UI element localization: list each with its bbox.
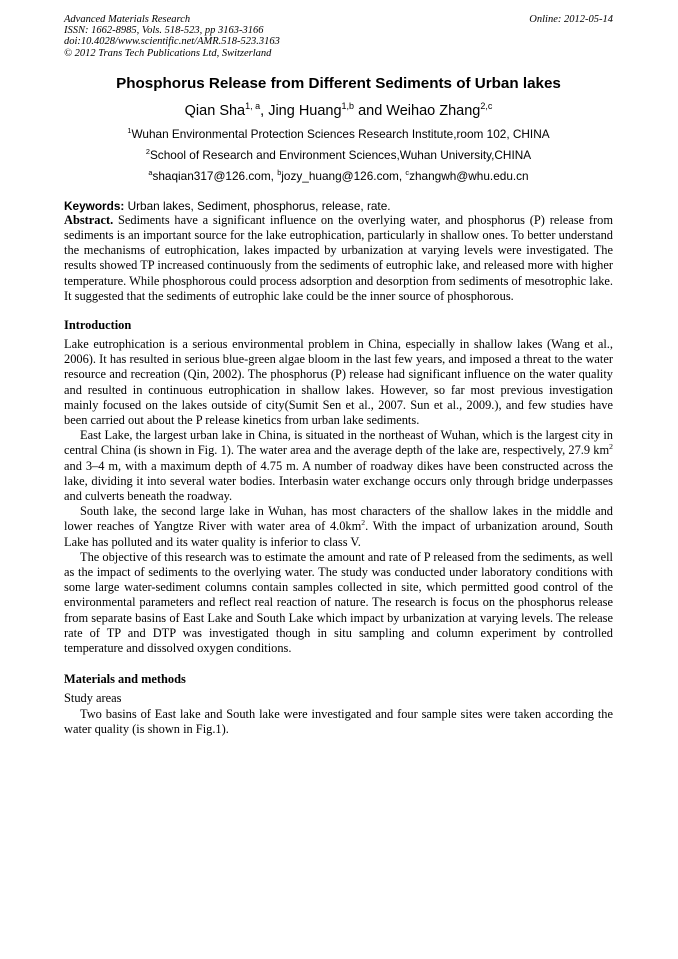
- author-name: Jing Huang: [268, 102, 342, 119]
- author-affiliation-mark: 2,c: [480, 100, 493, 111]
- affiliation-1: [64, 127, 613, 141]
- author-affiliation-mark: 1, a: [245, 100, 261, 111]
- journal-copyright: © 2012 Trans Tech Publications Ltd, Switzerland: [64, 47, 272, 59]
- affiliation-text: Wuhan Environmental Protection Sciences Research Institute,room 102, CHINA: [131, 126, 550, 141]
- affiliation-mark: 1: [127, 125, 132, 135]
- intro-p3-text: . With the impact of urbanization around, South Lake has polluted and its water quality is inferior to class V.: [64, 519, 613, 549]
- email-link[interactable]: shaqian317@126.com,: [152, 168, 278, 183]
- email-link[interactable]: jozy_huang@126.com,: [281, 168, 406, 183]
- section-heading-methods: Materials and methods: [64, 672, 186, 687]
- paper-title: Phosphorus Release from Different Sediments of Urban lakes: [116, 74, 561, 92]
- abstract-label: Abstract.: [64, 212, 114, 227]
- journal-issn: ISSN: 1662-8985, Vols. 518-523, pp 3163-3166: [64, 25, 264, 37]
- intro-p3-text: South lake, the second large lake in Wuhan, has most characters of the shallow lakes in the middle and lower reaches of Yangtze River with water area of 4.0km: [64, 504, 613, 534]
- intro-paragraph-3: [64, 504, 613, 550]
- author-name: Weihao Zhang: [386, 102, 481, 119]
- author-affiliation-mark: 1,b: [341, 100, 355, 111]
- author-name: Qian Sha: [184, 102, 246, 119]
- email-mark: c: [405, 167, 410, 177]
- methods-paragraph-1: Two basins of East lake and South lake were investigated and four sample sites were taken according the water quality (is shown in Fig.1).: [64, 706, 613, 736]
- affiliation-text: School of Research and Environment Sciences,Wuhan University,CHINA: [149, 147, 532, 162]
- intro-paragraph-4: The objective of this research was to estimate the amount and rate of P released from the sediments, as well as the impact of sediments to the overlying water. The study was conducted under laboratory conditions with some large water-sediment columns contain samples collected in site, which permitted good control of the environmental parameters and reflect real reaction of nature. The research is focus on the phosphorus release from separate basins of East Lake and South Lake which impact by urbanization at varying levels. The release rate of TP and DTP was investigated though in situ sampling and column experiment by controlled temperature and dissolved oxygen conditions.: [64, 549, 613, 656]
- email-line: [64, 169, 613, 183]
- subsection-heading-study-areas: Study areas: [64, 691, 122, 706]
- email-link[interactable]: zhangwh@whu.edu.cn: [409, 168, 529, 183]
- email-mark: b: [277, 167, 282, 177]
- intro-p2-text: East Lake, the largest urban lake in China, is situated in the northeast of Wuhan, which is the largest city in central China (is shown in Fig. 1). The water area and the average depth of the lake are, respectively, 27.9 km: [64, 428, 613, 458]
- author-separator: and: [354, 102, 387, 119]
- abstract-text: Sediments have a significant influence on the overlying water, and phosphorus (P) release from sediments is an important source for the lake eutrophication, particularly in shallow ones. To better understand the mechanisms of eutrophication, lakes impacted by urbanization at varying levels were investigated. The results showed TP increased continuously from the sediments of eutrophic lake, and released more with higher temperature. While phosphorous could process adsorption and desorption from sediments of mesotrophic lake. It suggested that the sediments of eutrophic lake could be the inner source of phosphorous.: [64, 212, 613, 303]
- intro-paragraph-1: Lake eutrophication is a serious environmental problem in China, especially in shallow lakes (Wang et al., 2006). It has resulted in serious blue-green algae bloom in the last few years, and imposed a threat to the water resource and recreation (Qin, 2002). The phosphorus (P) release had significant influence on the water quality and resulted in continuous eutrophication in shallow lakes. However, so far most previous investigation mainly focused on the lakes outside of city(Sumit Sen et al., 2007. Sun et al., 2009.), and few studies have been carried out about the P release kinetics from urban lake sediments.: [64, 337, 613, 428]
- keywords-label: Keywords:: [64, 198, 125, 213]
- journal-doi: doi:10.4028/www.scientific.net/AMR.518-523.3163: [64, 36, 280, 48]
- intro-paragraph-2: [64, 428, 613, 504]
- abstract: [64, 213, 613, 304]
- intro-p2-text: and 3–4 m, with a maximum depth of 4.75 m. A number of roadway dikes have been constructed across the lake, dividing it into several water bodies. Interbasin water exchange occurs only through bridge underpasses and culverts beneath the roadway.: [64, 458, 613, 504]
- superscript: 2: [609, 442, 613, 452]
- section-heading-introduction: Introduction: [64, 318, 132, 333]
- journal-header: [64, 14, 613, 59]
- author-separator: ,: [260, 102, 269, 119]
- keywords-text: Urban lakes, Sediment, phosphorus, release, rate.: [124, 198, 391, 213]
- author-list: [64, 102, 613, 120]
- journal-name: Advanced Materials Research: [64, 14, 191, 25]
- keywords: [64, 199, 613, 213]
- affiliation-mark: 2: [145, 146, 150, 156]
- online-date: Online: 2012-05-14: [529, 14, 613, 25]
- paper-page: [64, 14, 613, 737]
- email-mark: a: [148, 167, 153, 177]
- affiliation-2: [64, 148, 613, 162]
- superscript: 2: [361, 518, 366, 528]
